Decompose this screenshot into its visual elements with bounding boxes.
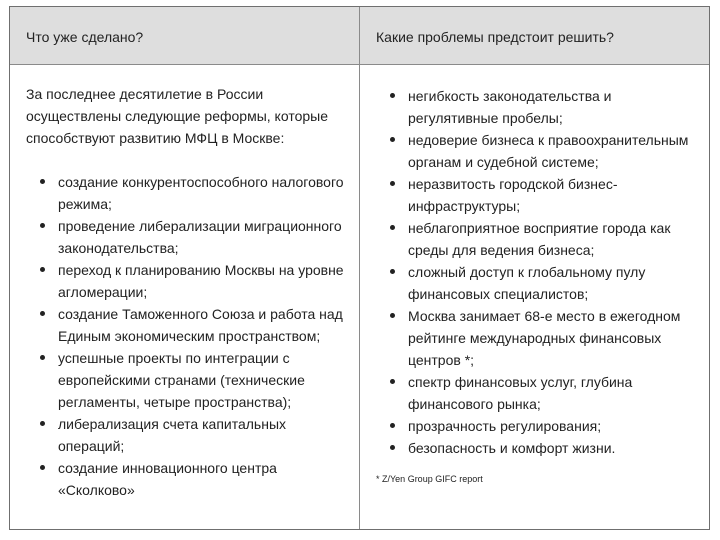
list-item: либерализация счета капитальных операций; xyxy=(26,413,349,457)
list-item: Москва занимает 68-е место в ежегодном рейтинге международных финансовых центров *; xyxy=(376,305,703,371)
list-item: прозрачность регулирования; xyxy=(376,415,703,437)
bullet-icon xyxy=(390,225,395,230)
bullet-icon xyxy=(40,311,45,316)
bullet-icon xyxy=(390,423,395,428)
list-item: недоверие бизнеса к правоохранительным органам и судебной системе; xyxy=(376,129,703,173)
right-list xyxy=(376,85,703,459)
list-item: спектр финансовых услуг, глубина финансового рынка; xyxy=(376,371,703,415)
bullet-icon xyxy=(40,465,45,470)
footnote: * Z/Yen Group GIFC report xyxy=(376,474,483,484)
left-column-body xyxy=(10,65,360,529)
list-item: негибкость законодательства и регулятивные пробелы; xyxy=(376,85,703,129)
list-item: неблагоприятное восприятие города как среды для ведения бизнеса; xyxy=(376,217,703,261)
bullet-icon xyxy=(390,269,395,274)
list-item: создание конкурентоспособного налогового режима; xyxy=(26,171,349,215)
bullet-icon xyxy=(390,93,395,98)
right-column-body xyxy=(360,65,709,529)
bullet-icon xyxy=(390,379,395,384)
right-column-header: Какие проблемы предстоит решить? xyxy=(360,7,709,65)
list-item: сложный доступ к глобальному пулу финансовых специалистов; xyxy=(376,261,703,305)
left-column-header: Что уже сделано? xyxy=(10,7,360,65)
bullet-icon xyxy=(390,445,395,450)
list-item: создание инновационного центра «Сколково» xyxy=(26,457,349,501)
bullet-icon xyxy=(390,181,395,186)
left-list xyxy=(26,171,349,501)
bullet-icon xyxy=(40,223,45,228)
bullet-icon xyxy=(40,421,45,426)
list-item: создание Таможенного Союза и работа над Единым экономическим пространством; xyxy=(26,303,349,347)
bullet-icon xyxy=(40,179,45,184)
comparison-table xyxy=(9,6,710,530)
left-intro-text: За последнее десятилетие в России осуществлены следующие реформы, которые способствуют развитию МФЦ в Москве: xyxy=(26,86,328,146)
bullet-icon xyxy=(390,137,395,142)
bullet-icon xyxy=(40,355,45,360)
list-item: неразвитость городской бизнес-инфраструктуры; xyxy=(376,173,703,217)
list-item: безопасность и комфорт жизни. xyxy=(376,437,703,459)
list-item: успешные проекты по интеграции с европейскими странами (технические регламенты, четыре пространства); xyxy=(26,347,349,413)
list-item: переход к планированию Москвы на уровне агломерации; xyxy=(26,259,349,303)
bullet-icon xyxy=(390,313,395,318)
list-item: проведение либерализации миграционного законодательства; xyxy=(26,215,349,259)
bullet-icon xyxy=(40,267,45,272)
